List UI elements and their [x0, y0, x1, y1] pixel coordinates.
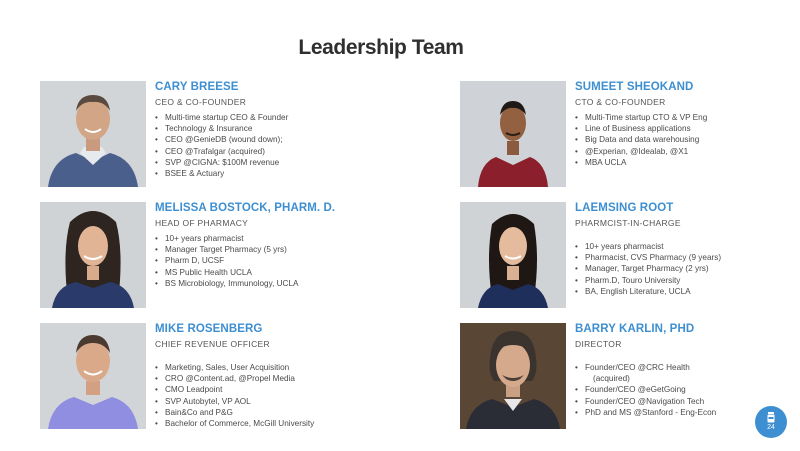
bullet-item: • 10+ years pharmacist: [575, 241, 800, 252]
bullet-item: • Founder/CEO @CRC Health: [575, 362, 800, 373]
bullet-item: • BA, English Literature, UCLA: [575, 286, 800, 297]
page-number: 24: [767, 424, 775, 431]
bullet-item: • MBA UCLA: [575, 157, 800, 168]
person-photo: [460, 202, 566, 308]
person-card-melissa-bostock: [40, 202, 380, 310]
bullet-item: • MS Public Health UCLA: [155, 267, 385, 278]
person-role: HEAD OF PHARMACY: [155, 218, 249, 228]
bullet-item: • @Experian, @Idealab, @X1: [575, 146, 800, 157]
bullet-item: • Big Data and data warehousing: [575, 134, 800, 145]
person-bullets: [155, 362, 385, 429]
person-card-barry-karlin: [460, 323, 800, 431]
person-photo: [460, 323, 566, 429]
bullet-item: • Pharmacist, CVS Pharmacy (9 years): [575, 252, 800, 263]
bullet-item: • Bain&Co and P&G: [155, 407, 385, 418]
person-role: CHIEF REVENUE OFFICER: [155, 339, 270, 349]
person-name: SUMEET SHEOKAND: [575, 81, 694, 93]
person-photo: [460, 81, 566, 187]
bullet-item: • Technology & Insurance: [155, 123, 385, 134]
bullet-item: • BSEE & Actuary: [155, 168, 385, 179]
person-photo: [40, 323, 146, 429]
person-name: LAEMSING ROOT: [575, 202, 674, 214]
bullet-item: • Pharm D, UCSF: [155, 255, 385, 266]
bullet-item: • Pharm.D, Touro University: [575, 275, 800, 286]
person-role: PHARMCIST-IN-CHARGE: [575, 218, 681, 228]
bullet-item: • BS Microbiology, Immunology, UCLA: [155, 278, 385, 289]
bullet-item: • CMO Leadpoint: [155, 384, 385, 395]
bullet-item: • SVP Autobytel, VP AOL: [155, 396, 385, 407]
bullet-item: • CRO @Content.ad, @Propel Media: [155, 373, 385, 384]
bullet-item: • Line of Business applications: [575, 123, 800, 134]
person-name: BARRY KARLIN, PHD: [575, 323, 695, 335]
person-card-laemsing-root: [460, 202, 800, 310]
person-role: CEO & CO-FOUNDER: [155, 97, 247, 107]
bullet-item: (acquired): [593, 374, 630, 384]
bullet-item: • Multi-Time startup CTO & VP Eng: [575, 112, 800, 123]
person-role: CTO & CO-FOUNDER: [575, 97, 666, 107]
person-card-mike-rosenberg: [40, 323, 380, 431]
bullet-item: • PhD and MS @Stanford - Eng-Econ: [575, 407, 800, 418]
person-bullets: [155, 112, 385, 179]
person-photo: [40, 202, 146, 308]
person-bullets: [575, 112, 800, 168]
bullet-item: • Manager Target Pharmacy (5 yrs): [155, 244, 385, 255]
pill-bottle-icon: [767, 412, 775, 423]
bullet-item: • 10+ years pharmacist: [155, 233, 385, 244]
page-number-badge: [755, 406, 787, 438]
bullet-item: • CEO @GenieDB (wound down);: [155, 134, 385, 145]
bullet-item: • Bachelor of Commerce, McGill University: [155, 418, 385, 429]
bullet-item: • Manager, Target Pharmacy (2 yrs): [575, 263, 800, 274]
bullet-item: • Multi-time startup CEO & Founder: [155, 112, 385, 123]
person-name: CARY BREESE: [155, 81, 239, 93]
page-title: Leadership Team: [298, 36, 464, 59]
bullet-item: • CEO @Trafalgar (acquired): [155, 146, 385, 157]
person-bullets: [575, 241, 800, 297]
person-name: MELISSA BOSTOCK, PHARM. D.: [155, 202, 336, 214]
bullet-item: • Marketing, Sales, User Acquisition: [155, 362, 385, 373]
person-name: MIKE ROSENBERG: [155, 323, 263, 335]
person-role: DIRECTOR: [575, 339, 622, 349]
person-photo: [40, 81, 146, 187]
person-card-cary-breese: [40, 81, 380, 189]
bullet-item: • SVP @CIGNA: $100M revenue: [155, 157, 385, 168]
person-card-sumeet-sheokand: [460, 81, 800, 189]
person-bullets: [155, 233, 385, 289]
bullet-item: • Founder/CEO @eGetGoing: [575, 384, 800, 395]
bullet-item: • Founder/CEO @Navigation Tech: [575, 396, 800, 407]
